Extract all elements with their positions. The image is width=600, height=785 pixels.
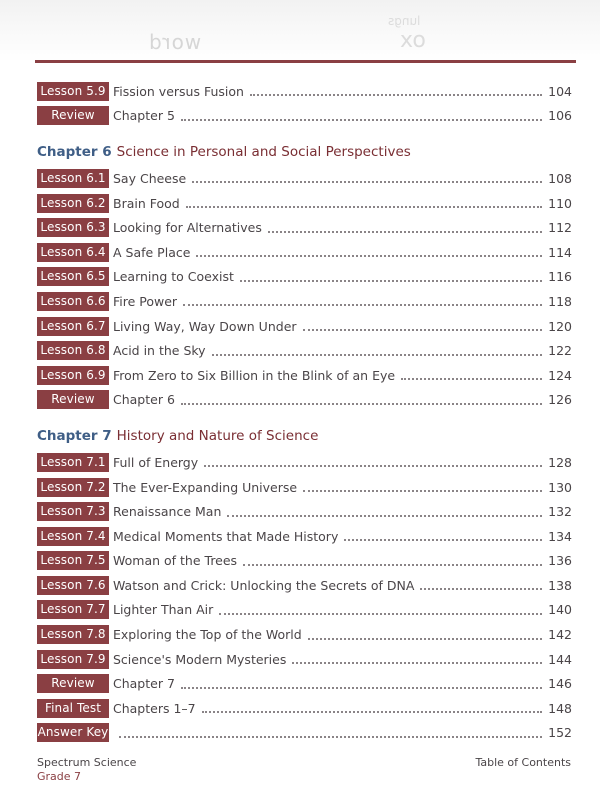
dot-leader bbox=[181, 391, 542, 405]
entry-tag: Lesson 6.1 bbox=[37, 169, 109, 188]
page-number: 112 bbox=[548, 220, 572, 236]
page-number: 118 bbox=[548, 293, 572, 309]
chapter7-entries bbox=[37, 450, 572, 745]
chapter-heading-6 bbox=[37, 138, 572, 166]
toc-entry bbox=[37, 314, 572, 339]
entry-tag: Lesson 7.9 bbox=[37, 650, 109, 669]
page-number: 146 bbox=[548, 676, 572, 692]
table-of-contents bbox=[37, 79, 572, 745]
toc-entry bbox=[37, 191, 572, 216]
dot-leader bbox=[119, 724, 542, 738]
entry-title: Learning to Coexist bbox=[113, 269, 234, 285]
dot-leader bbox=[268, 219, 542, 233]
dot-leader bbox=[204, 453, 542, 467]
chapter-number: Chapter 6 bbox=[37, 144, 112, 161]
toc-entry bbox=[37, 363, 572, 388]
bleed-through-text: word bbox=[148, 30, 202, 54]
toc-entry bbox=[37, 338, 572, 363]
entry-title: Fire Power bbox=[113, 293, 178, 309]
page-number: 110 bbox=[548, 195, 572, 211]
bleed-through-text: lungs bbox=[388, 14, 421, 28]
grade-label: Grade 7 bbox=[37, 770, 82, 783]
entry-tag: Lesson 7.3 bbox=[37, 502, 109, 521]
entry-tag: Final Test bbox=[37, 699, 109, 718]
toc-entry bbox=[37, 598, 572, 623]
entry-title: Full of Energy bbox=[113, 454, 199, 470]
entry-tag: Lesson 6.9 bbox=[37, 366, 109, 385]
entry-tag: Review bbox=[37, 106, 109, 125]
dot-leader bbox=[308, 626, 542, 640]
dot-leader bbox=[219, 601, 542, 615]
entry-title: Chapter 5 bbox=[113, 108, 175, 124]
entry-tag: Lesson 6.3 bbox=[37, 218, 109, 237]
entry-title: Acid in the Sky bbox=[113, 343, 206, 359]
chapter-heading-7 bbox=[37, 422, 572, 450]
page-number: 108 bbox=[548, 170, 572, 186]
toc-entry bbox=[37, 289, 572, 314]
toc-entry bbox=[37, 622, 572, 647]
entry-tag: Lesson 5.9 bbox=[37, 82, 109, 101]
toc-entry bbox=[37, 104, 572, 129]
chapter6-entries bbox=[37, 166, 572, 412]
toc-entry bbox=[37, 475, 572, 500]
page-number: 142 bbox=[548, 627, 572, 643]
footer-section-title: Table of Contents bbox=[475, 756, 571, 769]
page-number: 140 bbox=[548, 602, 572, 618]
page-number: 136 bbox=[548, 553, 572, 569]
dot-leader bbox=[420, 576, 542, 590]
entry-tag: Answer Key bbox=[37, 723, 109, 742]
entry-title: Chapters 1–7 bbox=[113, 700, 196, 716]
entry-title: Fission versus Fusion bbox=[113, 83, 244, 99]
toc-entry bbox=[37, 696, 572, 721]
entry-title: From Zero to Six Billion in the Blink of an Eye bbox=[113, 367, 396, 383]
page-number: 130 bbox=[548, 479, 572, 495]
page-number: 128 bbox=[548, 454, 572, 470]
entry-title: A Safe Place bbox=[113, 244, 191, 260]
footer-left bbox=[37, 756, 136, 784]
page-number: 124 bbox=[548, 367, 572, 383]
page-number: 116 bbox=[548, 269, 572, 285]
entry-title: Chapter 6 bbox=[113, 392, 175, 408]
entry-tag: Lesson 7.7 bbox=[37, 600, 109, 619]
entry-tag: Lesson 7.8 bbox=[37, 625, 109, 644]
dot-leader bbox=[243, 552, 542, 566]
dot-leader bbox=[401, 366, 542, 380]
toc-entry bbox=[37, 215, 572, 240]
toc-entry bbox=[37, 499, 572, 524]
entry-tag: Lesson 6.4 bbox=[37, 243, 109, 262]
entry-tag: Review bbox=[37, 674, 109, 693]
toc-entry bbox=[37, 647, 572, 672]
entry-tag: Lesson 7.2 bbox=[37, 478, 109, 497]
entry-tag: Lesson 7.5 bbox=[37, 551, 109, 570]
toc-entry bbox=[37, 450, 572, 475]
entry-tag: Lesson 6.2 bbox=[37, 194, 109, 213]
dot-leader bbox=[181, 107, 542, 121]
toc-entry bbox=[37, 549, 572, 574]
page-number: 144 bbox=[548, 651, 572, 667]
entry-title: Watson and Crick: Unlocking the Secrets of DNA bbox=[113, 577, 415, 593]
page-number: 122 bbox=[548, 343, 572, 359]
toc-entry bbox=[37, 79, 572, 104]
dot-leader bbox=[192, 169, 542, 183]
entry-title: Living Way, Way Down Under bbox=[113, 318, 297, 334]
page-number: 138 bbox=[548, 577, 572, 593]
entry-tag: Lesson 6.6 bbox=[37, 292, 109, 311]
toc-entry bbox=[37, 388, 572, 413]
chapter-number: Chapter 7 bbox=[37, 428, 112, 445]
toc-entry bbox=[37, 573, 572, 598]
dot-leader bbox=[202, 699, 543, 713]
page-number: 106 bbox=[548, 108, 572, 124]
dot-leader bbox=[344, 527, 542, 541]
dot-leader bbox=[292, 650, 542, 664]
entry-title: Looking for Alternatives bbox=[113, 220, 262, 236]
dot-leader bbox=[212, 342, 543, 356]
entry-title: Brain Food bbox=[113, 195, 180, 211]
entry-title: Renaissance Man bbox=[113, 504, 222, 520]
dot-leader bbox=[183, 292, 542, 306]
toc-entry bbox=[37, 524, 572, 549]
page-number: 120 bbox=[548, 318, 572, 334]
dot-leader bbox=[303, 317, 543, 331]
dot-leader bbox=[303, 478, 542, 492]
page-number: 126 bbox=[548, 392, 572, 408]
page-number: 134 bbox=[548, 528, 572, 544]
entry-title: Chapter 7 bbox=[113, 676, 175, 692]
dot-leader bbox=[186, 194, 542, 208]
toc-entry bbox=[37, 671, 572, 696]
entry-tag: Lesson 7.4 bbox=[37, 527, 109, 546]
entry-title: The Ever-Expanding Universe bbox=[113, 479, 298, 495]
entry-tag: Lesson 7.6 bbox=[37, 576, 109, 595]
page-number: 148 bbox=[548, 700, 572, 716]
page-number: 114 bbox=[548, 244, 572, 260]
entry-tag: Lesson 6.5 bbox=[37, 267, 109, 286]
entry-tag: Lesson 6.7 bbox=[37, 317, 109, 336]
header-rule bbox=[35, 60, 576, 63]
entry-title: Lighter Than Air bbox=[113, 602, 214, 618]
dot-leader bbox=[227, 503, 542, 517]
series-name: Spectrum Science bbox=[37, 756, 137, 769]
entry-tag: Lesson 6.8 bbox=[37, 341, 109, 360]
entry-title: Exploring the Top of the World bbox=[113, 627, 302, 643]
page-number: 132 bbox=[548, 504, 572, 520]
page-number: 152 bbox=[548, 725, 572, 741]
entry-tag: Lesson 7.1 bbox=[37, 453, 109, 472]
chapter5-tail-list bbox=[37, 79, 572, 128]
toc-entry bbox=[37, 166, 572, 191]
toc-entry bbox=[37, 721, 572, 746]
dot-leader bbox=[181, 675, 542, 689]
toc-entry bbox=[37, 240, 572, 265]
chapter-title: Science in Personal and Social Perspectives bbox=[116, 144, 411, 161]
dot-leader bbox=[250, 82, 542, 96]
entry-title: Medical Moments that Made History bbox=[113, 528, 339, 544]
entry-title: Say Cheese bbox=[113, 170, 187, 186]
entry-title: Woman of the Trees bbox=[113, 553, 238, 569]
previous-page-bleed-through bbox=[0, 0, 600, 62]
bleed-through-text: ox bbox=[400, 28, 426, 53]
toc-entry bbox=[37, 265, 572, 290]
entry-title: Science's Modern Mysteries bbox=[113, 651, 287, 667]
entry-tag: Review bbox=[37, 390, 109, 409]
dot-leader bbox=[196, 243, 542, 257]
dot-leader bbox=[240, 268, 542, 282]
page-number: 104 bbox=[548, 83, 572, 99]
chapter-title: History and Nature of Science bbox=[116, 428, 319, 445]
